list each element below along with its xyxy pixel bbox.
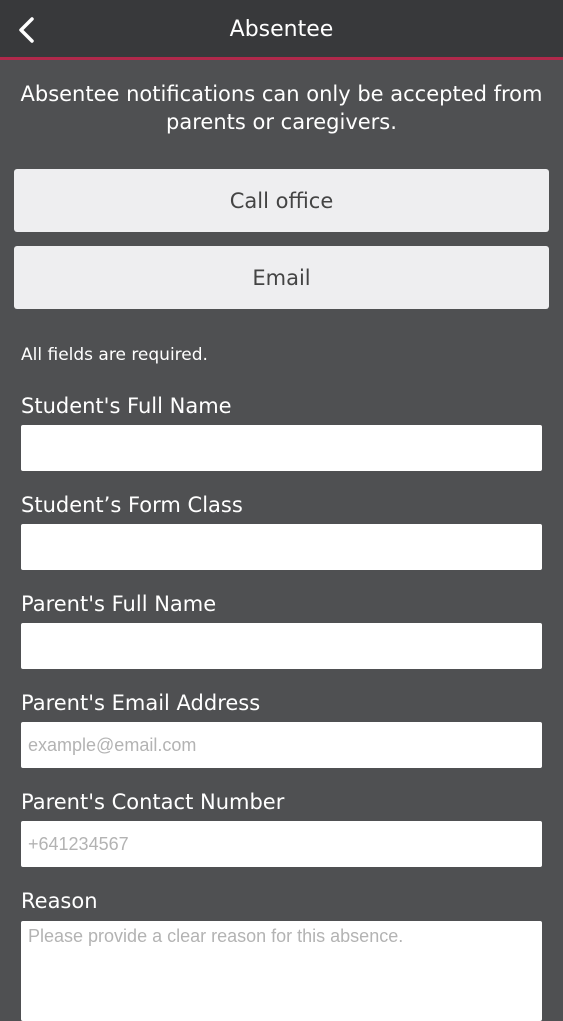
parent-email-label: Parent's Email Address [21, 691, 261, 715]
page-title: Absentee [229, 17, 334, 42]
parent-contact-number-input[interactable] [21, 821, 542, 867]
required-fields-note: All fields are required. [21, 345, 208, 365]
back-button[interactable] [10, 12, 42, 48]
absentee-notice: Absentee notifications can only be accepted from parents or caregivers. [20, 82, 543, 134]
student-full-name-input[interactable] [21, 425, 542, 471]
student-form-class-input[interactable] [21, 524, 542, 570]
parent-full-name-label: Parent's Full Name [21, 592, 217, 616]
top-bar [0, 0, 563, 60]
parent-contact-number-label: Parent's Contact Number [21, 790, 285, 814]
chevron-left-icon [17, 16, 35, 44]
call-office-button[interactable]: Call office [14, 169, 549, 232]
parent-full-name-input[interactable] [21, 623, 542, 669]
student-form-class-label: Student’s Form Class [21, 493, 243, 517]
parent-email-input[interactable] [21, 722, 542, 768]
reason-textarea[interactable] [21, 921, 542, 1021]
reason-label: Reason [21, 889, 98, 913]
student-full-name-label: Student's Full Name [21, 394, 232, 418]
email-button[interactable]: Email [14, 246, 549, 309]
